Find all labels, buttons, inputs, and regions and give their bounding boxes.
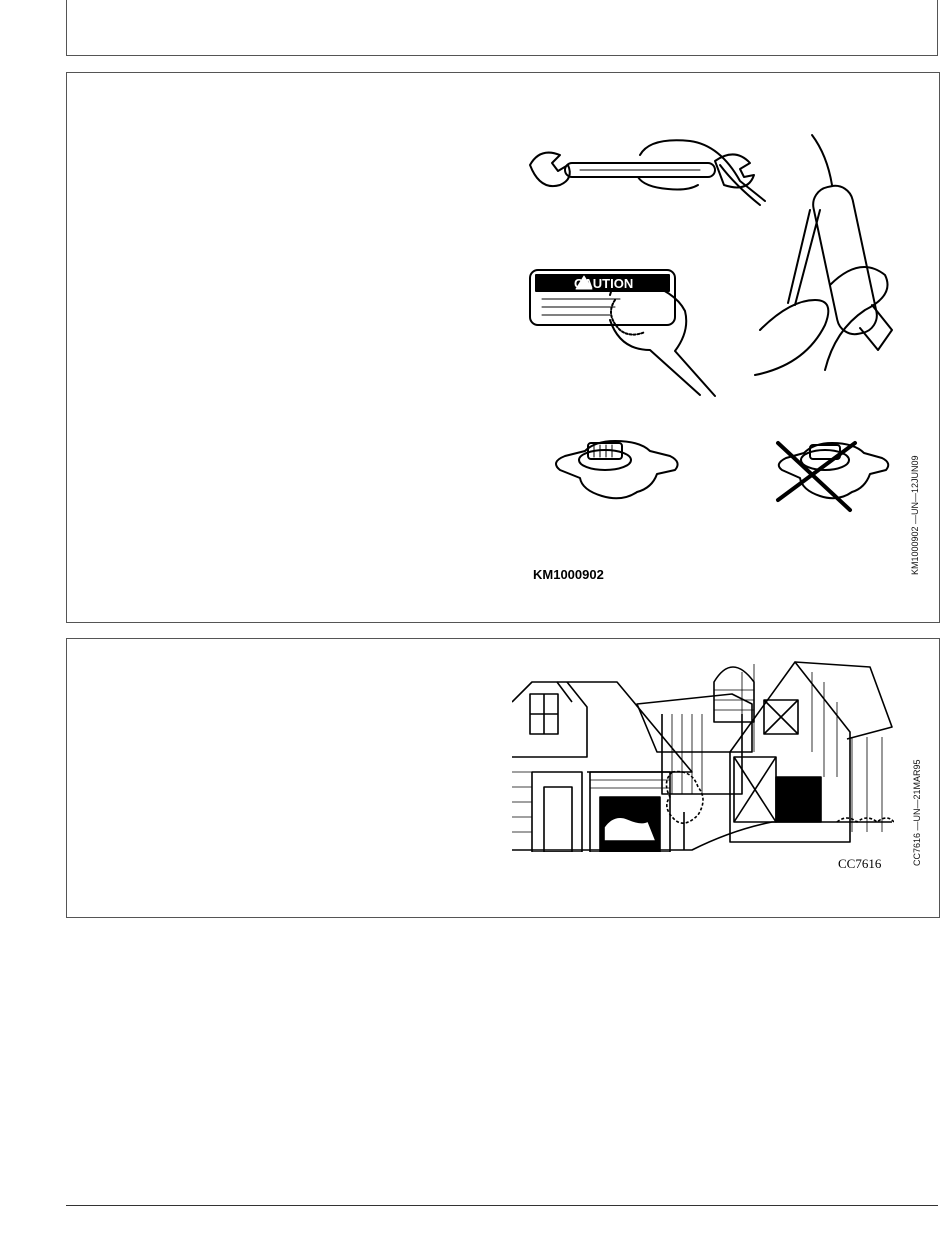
storage-figure-reference: CC7616 —UN—21MAR95 [912, 759, 922, 866]
wrench-icon [530, 140, 765, 205]
garage-icon [590, 772, 670, 852]
footer-rule [66, 1205, 938, 1206]
maintenance-figure-reference: KM1000902 —UN—12JUN09 [910, 455, 920, 575]
sprocket-good-icon [556, 441, 678, 498]
maintenance-illustration [520, 125, 900, 525]
header-box [66, 0, 938, 56]
farmyard-illustration [512, 652, 894, 852]
sprocket-worn-icon [778, 443, 888, 510]
caution-decal-label: CAUTION [574, 276, 634, 291]
maintenance-figure-code: KM1000902 [533, 567, 604, 582]
grease-gun-icon [755, 135, 892, 375]
storage-figure-code: CC7616 [838, 856, 882, 871]
